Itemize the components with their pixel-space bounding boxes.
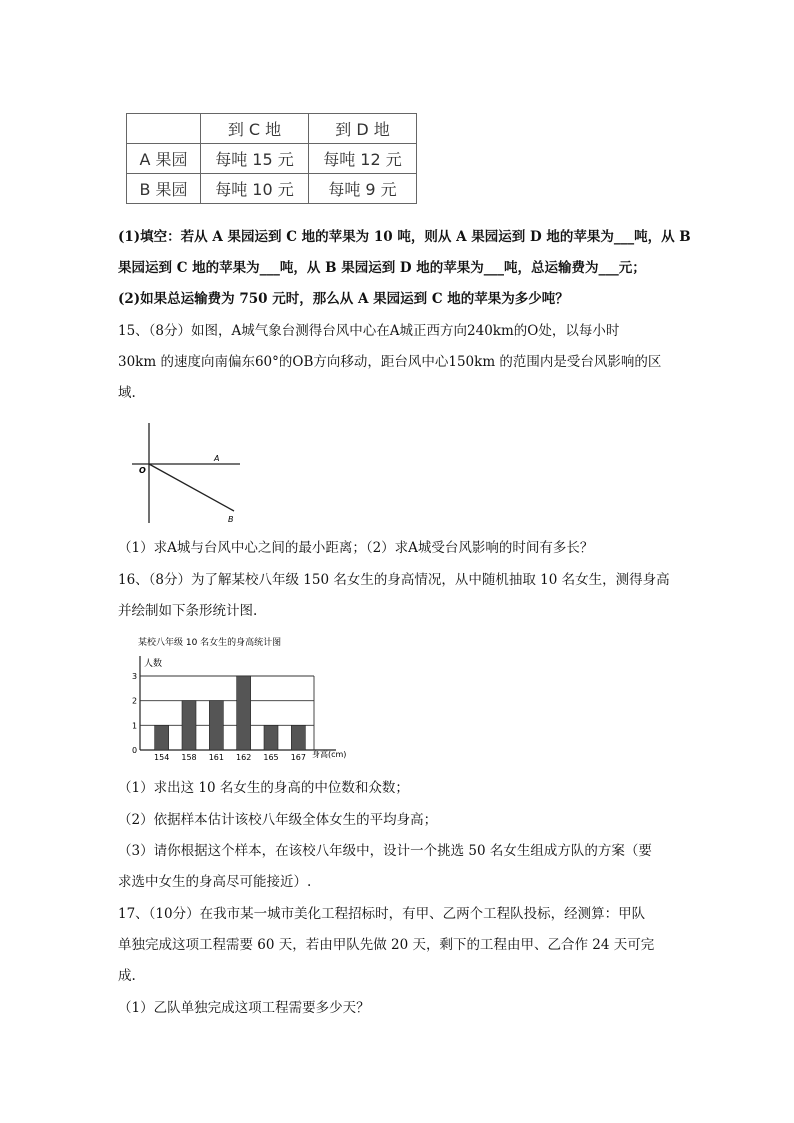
label-b: B — [228, 515, 234, 524]
table-cell: B 果园 — [127, 174, 201, 204]
table-cell: 每吨 9 元 — [309, 174, 417, 204]
chart-bar — [182, 701, 196, 750]
q16-sub3: （3）请你根据这个样本，在该校八年级中，设计一个挑选 50 名女生组成方队的方案（要 — [118, 843, 652, 859]
table-cell — [127, 114, 201, 144]
chart-x-tick-label: 154 — [154, 753, 170, 762]
chart-bar — [209, 701, 223, 750]
chart-x-tick-label: 162 — [236, 753, 252, 762]
q17-line2: 单独完成这项工程需要 60 天，若由甲队先做 20 天，剩下的工程由甲、乙合作 24 天可完 — [118, 937, 655, 953]
table-header-row — [127, 114, 417, 144]
chart-title: 某校八年级 10 名女生的身高统计图 — [138, 638, 282, 648]
q17-line1: 17、（10分）在我市某一城市美化工程招标时，有甲、乙两个工程队投标，经测算：甲队 — [118, 906, 646, 922]
chart-bar — [291, 725, 305, 750]
chart-y-axis-label: 人数 — [144, 659, 163, 669]
chart-x-tick-label: 165 — [263, 753, 279, 762]
chart-x-tick-label: 161 — [208, 753, 224, 762]
q15-line3: 域. — [118, 385, 136, 401]
table-cell: 到 C 地 — [201, 114, 309, 144]
chart-y-tick-label: 1 — [132, 721, 138, 731]
q17-sub1: （1）乙队单独完成这项工程需要多少天？ — [118, 1000, 370, 1016]
path-ob — [149, 464, 234, 511]
table-row — [127, 174, 417, 204]
q17-line3: 成. — [118, 968, 136, 984]
table-cell: 每吨 15 元 — [201, 144, 309, 174]
height-bar-chart — [124, 632, 364, 766]
chart-bar — [155, 725, 169, 750]
q16-line2: 并绘制如下条形统计图. — [118, 603, 258, 619]
q16-sub2: （2）依据样本估计该校八年级全体女生的平均身高； — [118, 812, 438, 828]
transport-cost-table — [126, 113, 417, 204]
table-cell: 到 D 地 — [309, 114, 417, 144]
table-cell: 每吨 12 元 — [309, 144, 417, 174]
table-cell: 每吨 10 元 — [201, 174, 309, 204]
q16-sub3-cont: 求选中女生的身高尽可能接近）. — [118, 874, 312, 890]
chart-bar — [237, 676, 251, 750]
q14-part1-line1: (1)填空：若从 A 果园运到 C 地的苹果为 10 吨，则从 A 果园运到 D 地的苹果为___吨，从 B — [118, 229, 691, 245]
q16-sub1: （1）求出这 10 名女生的身高的中位数和众数； — [118, 780, 409, 796]
q16-line1: 16、（8分）为了解某校八年级 150 名女生的身高情况，从中随机抽取 10 名女生，测得身高 — [118, 572, 670, 588]
chart-x-tick-label: 158 — [181, 753, 197, 762]
table-cell: A 果园 — [127, 144, 201, 174]
q14-part2: (2)如果总运输费为 750 元时，那么从 A 果园运到 C 地的苹果为多少吨？ — [118, 291, 569, 307]
q15-question: （1）求A城与台风中心之间的最小距离；（2）求A城受台风影响的时间有多长？ — [118, 540, 594, 556]
q15-line2: 30km 的速度向南偏东60°的OB方向移动，距台风中心150km 的范围内是受台风影响的区 — [118, 354, 662, 370]
q14-part1-line2: 果园运到 C 地的苹果为___吨，从 B 果园运到 D 地的苹果为___吨，总运输费为___元； — [118, 260, 646, 276]
chart-bar — [264, 725, 278, 750]
label-o: O — [139, 466, 146, 475]
chart-y-tick-label: 3 — [132, 672, 138, 681]
label-a: A — [214, 454, 220, 463]
chart-x-tick-label: 167 — [290, 753, 306, 762]
table-row — [127, 144, 417, 174]
chart-y-tick-label: 0 — [132, 746, 138, 755]
typhoon-diagram — [128, 418, 248, 528]
q15-line1: 15、（8分）如图，A城气象台测得台风中心在A城正西方向240km的O处，以每小时 — [118, 323, 620, 339]
chart-y-tick-label: 2 — [132, 696, 138, 706]
chart-x-axis-label: 身高(cm) — [312, 750, 347, 759]
